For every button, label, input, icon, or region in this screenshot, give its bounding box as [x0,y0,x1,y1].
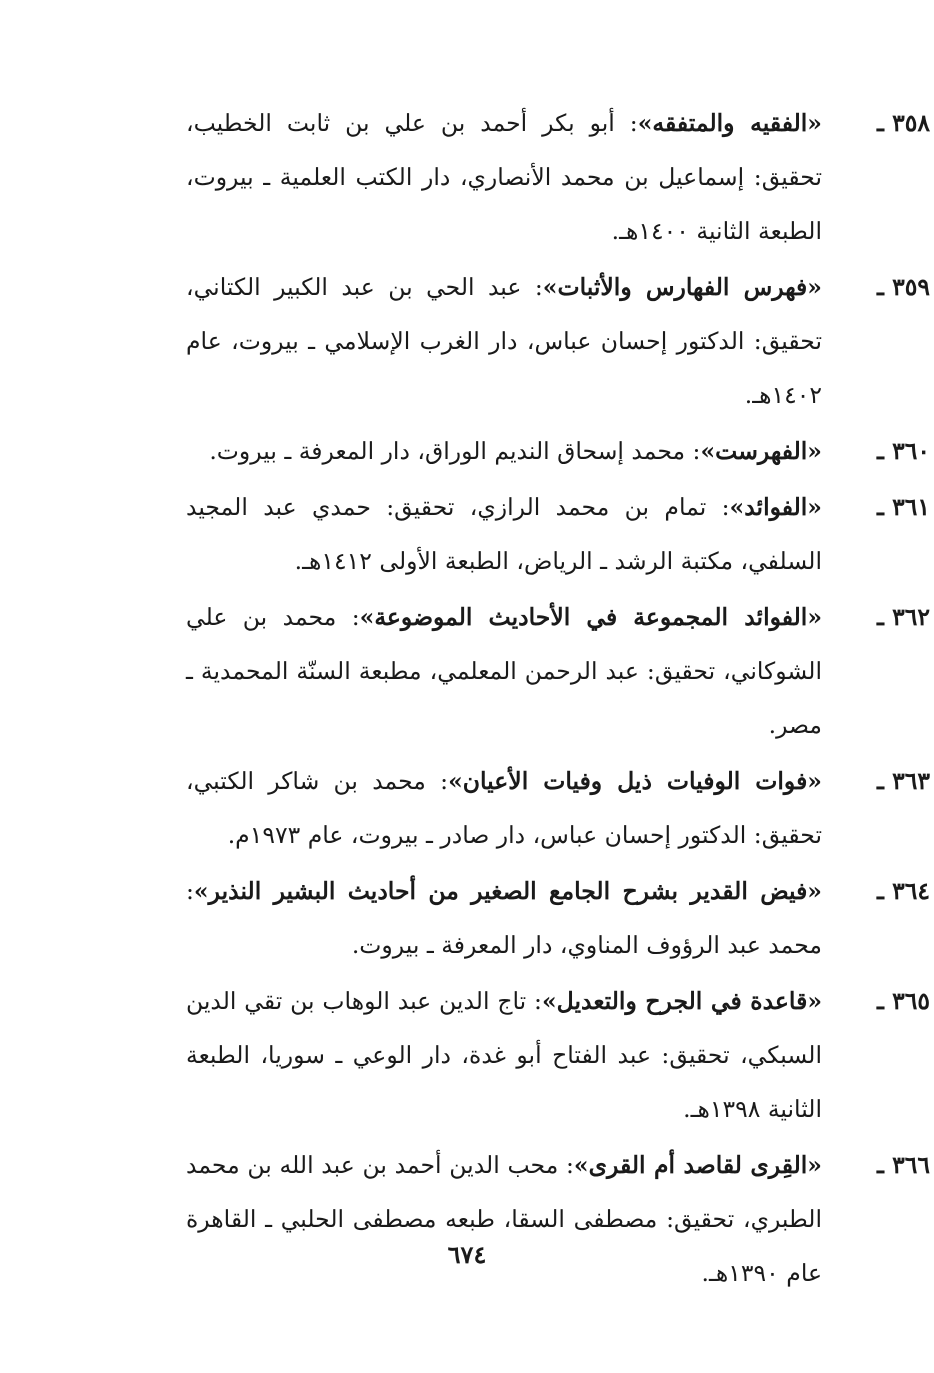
bibliography-entry [186,974,930,1136]
entry-title: «فهرس الفهارس والأثبات» [542,273,822,301]
entry-title: «الفقيه والمتفقه» [637,109,822,137]
entry-number: ٣٦٠ ـ [877,437,930,465]
entry-number: ٣٦٢ ـ [877,603,930,631]
entry-number: ٣٦١ ـ [877,493,930,521]
entry-body [186,754,822,862]
entry-body [186,424,822,478]
entry-number: ٣٥٨ ـ [877,109,930,137]
entry-text: : عبد الحي بن عبد الكبير الكتاني، تحقيق: الدكتور إحسان عباس، دار الغرب الإسلامي ـ بيروت، عام ١٤٠٢هـ. [186,273,822,409]
bibliography-list [186,96,930,1302]
entry-text: : تمام بن محمد الرازي، تحقيق: حمدي عبد المجيد السلفي، مكتبة الرشد ـ الرياض، الطبعة الأولى ١٤١٢هـ. [186,493,822,575]
entry-number: ٣٦٥ ـ [877,987,930,1015]
bibliography-entry [186,260,930,422]
entry-body [186,1138,822,1300]
entry-text: : محمد بن شاكر الكتبي، تحقيق: الدكتور إحسان عباس، دار صادر ـ بيروت، عام ١٩٧٣م. [186,767,822,849]
entry-body [186,480,822,588]
page-number: ٦٧٤ [447,1240,487,1269]
bibliography-entry [186,864,930,972]
bibliography-entry [186,96,930,258]
entry-title: «الفهرست» [700,437,822,465]
entry-title: «فوات الوفيات ذيل وفيات الأعيان» [448,767,822,795]
entry-number: ٣٦٦ ـ [877,1151,930,1179]
entry-title: «فيض القدير بشرح الجامع الصغير من أحاديث البشير النذير» [193,877,822,905]
bibliography-entry [186,1138,930,1300]
entry-text: : محمد عبد الرؤوف المناوي، دار المعرفة ـ بيروت. [186,877,822,959]
entry-title: «القِرى لقاصد أم القرى» [573,1151,822,1179]
entry-title: «الفوائد» [729,493,822,521]
entry-body [186,864,822,972]
entry-body [186,974,822,1136]
bibliography-entry [186,424,930,478]
entry-title: «قاعدة في الجرح والتعديل» [541,987,823,1015]
entry-text: : محب الدين أحمد بن عبد الله بن محمد الطبري، تحقيق: مصطفى السقا، طبعه مصطفى الحلبي ـ القاهرة عام ١٣٩٠هـ. [186,1151,822,1287]
entry-text: : محمد بن علي الشوكاني، تحقيق: عبد الرحمن المعلمي، مطبعة السنّة المحمدية ـ مصر. [186,603,822,739]
entry-number: ٣٥٩ ـ [877,273,930,301]
entry-text: : أبو بكر أحمد بن علي بن ثابت الخطيب، تحقيق: إسماعيل بن محمد الأنصاري، دار الكتب العلمية ـ بيروت، الطبعة الثانية ١٤٠٠هـ. [186,109,822,245]
bibliography-entry [186,754,930,862]
entry-text: : تاج الدين عبد الوهاب بن تقي الدين السبكي، تحقيق: عبد الفتاح أبو غدة، دار الوعي ـ سوريا، الطبعة الثانية ١٣٩٨هـ. [186,987,822,1123]
entry-text: : محمد إسحاق النديم الوراق، دار المعرفة ـ بيروت. [209,437,701,465]
bibliography-entry [186,590,930,752]
entry-number: ٣٦٣ ـ [877,767,930,795]
entry-body [186,260,822,422]
entry-title: «الفوائد المجموعة في الأحاديث الموضوعة» [359,603,823,631]
entry-number: ٣٦٤ ـ [877,877,930,905]
entry-body [186,96,822,258]
entry-body [186,590,822,752]
bibliography-entry [186,480,930,588]
